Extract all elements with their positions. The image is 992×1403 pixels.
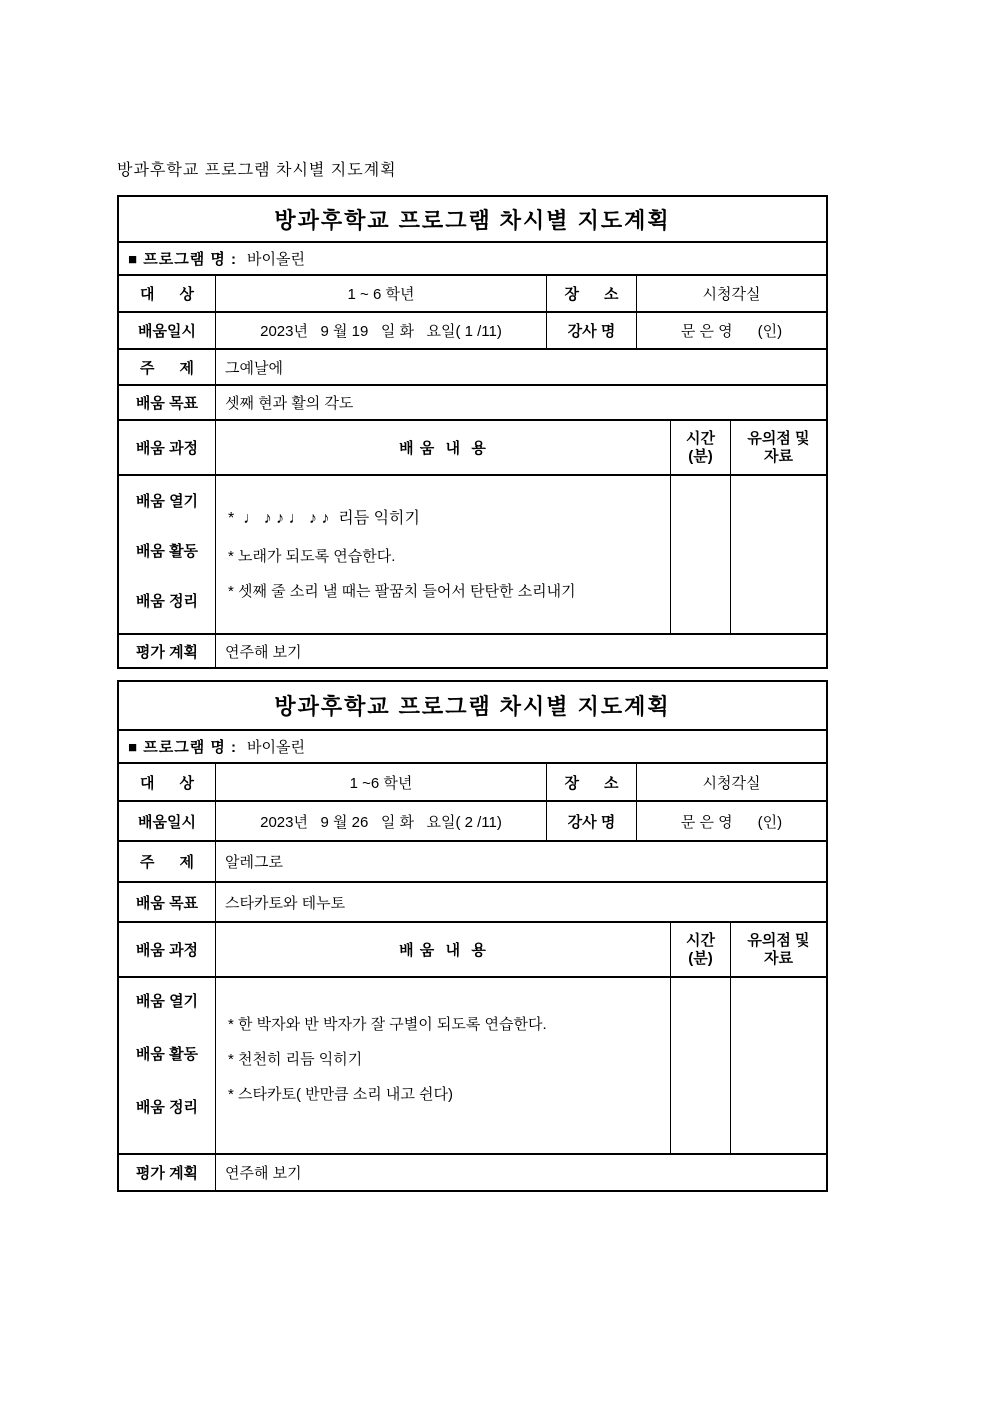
- datetime-label: 배움일시: [138, 813, 196, 831]
- subject-row: [119, 840, 826, 881]
- process-header-label: 배움 과정: [135, 942, 199, 959]
- process-header-row: [119, 419, 826, 474]
- lesson-content-row: [119, 976, 826, 1153]
- lesson-content: [215, 978, 670, 1153]
- lesson-content: [215, 476, 670, 633]
- lesson-content-row: [119, 474, 826, 633]
- stage-activity-label: 배움 활동: [135, 543, 199, 560]
- program-name-value: 바이올린: [247, 251, 305, 268]
- instructor-label: 강사 명: [546, 313, 636, 348]
- process-header-row: [119, 921, 826, 976]
- content-header-label: 배 움 내 용: [215, 923, 670, 976]
- target-place-row: [119, 274, 826, 311]
- time-header-label: 시간 (분): [670, 421, 730, 474]
- stage-wrapup-label: 배움 정리: [135, 1099, 199, 1116]
- place-label: 장 소: [546, 764, 636, 800]
- evaluation-label: 평가 계획: [135, 1165, 199, 1182]
- place-value: 시청각실: [636, 276, 826, 311]
- evaluation-value: 연주해 보기: [215, 1155, 826, 1190]
- time-value-cell: [670, 476, 730, 633]
- datetime-label: 배움일시: [138, 323, 196, 340]
- datetime-instructor-row: [119, 800, 826, 840]
- content-line-rhythm: * ♩ ♪ ♪ ♩ ♪ ♪ 리듬 익히기: [228, 510, 420, 527]
- evaluation-label: 평가 계획: [135, 643, 199, 661]
- objective-value: 셋째 현과 활의 각도: [215, 386, 826, 419]
- content-line-beat: * 한 박자와 반 박자가 잘 구별이 되도록 연습한다.: [228, 1016, 547, 1033]
- objective-value: 스타카토와 테누토: [215, 883, 826, 921]
- program-name-label: ■ 프로그램 명 :: [128, 251, 238, 268]
- content-header-label: 배 움 내 용: [215, 421, 670, 474]
- datetime-instructor-row: [119, 311, 826, 348]
- stage-open-label: 배움 열기: [135, 493, 199, 510]
- notes-header-label: 유의점 및 자료: [730, 923, 826, 976]
- evaluation-row: [119, 1153, 826, 1190]
- subject-label: 주 제: [140, 359, 194, 377]
- program-name-label: ■ 프로그램 명 :: [128, 739, 238, 756]
- stage-activity-label: 배움 활동: [135, 1046, 199, 1063]
- subject-label: 주 제: [140, 854, 194, 871]
- content-line-staccato: * 스타카토( 반만큼 소리 내고 쉰다): [228, 1086, 454, 1103]
- notes-header-label: 유의점 및 자료: [730, 421, 826, 474]
- subject-value: 알레그로: [215, 842, 826, 881]
- objective-label: 배움 목표: [135, 894, 199, 912]
- process-header-label: 배움 과정: [135, 440, 199, 457]
- objective-row: [119, 881, 826, 921]
- subject-row: [119, 348, 826, 384]
- time-value-cell: [670, 978, 730, 1153]
- time-header-label: 시간 (분): [670, 923, 730, 976]
- evaluation-row: [119, 633, 826, 667]
- subject-value: 그예날에: [215, 350, 826, 384]
- table-title: 방과후학교 프로그램 차시별 지도계획: [274, 694, 671, 719]
- objective-row: [119, 384, 826, 419]
- program-name-value: 바이올린: [247, 739, 305, 756]
- lesson-plan-table-2: [117, 680, 828, 1192]
- table-title: 방과후학교 프로그램 차시별 지도계획: [274, 207, 671, 233]
- stage-labels: [119, 476, 215, 633]
- datetime-value: 2023년 9 월 19 일 화 요일( 1 /11): [215, 313, 546, 348]
- objective-label: 배움 목표: [135, 395, 199, 412]
- datetime-value: 2023년 9 월 26 일 화 요일( 2 /11): [215, 802, 546, 840]
- notes-value-cell: [730, 476, 826, 633]
- document-heading: 방과후학교 프로그램 차시별 지도계획: [117, 162, 397, 179]
- program-name-row: [119, 241, 826, 274]
- target-label: 대 상: [140, 774, 194, 792]
- content-line-tip: * 셋째 줄 소리 낼 때는 팔꿈치 들어서 탄탄한 소리내기: [228, 583, 576, 600]
- target-value: 1 ~ 6 학년: [215, 276, 546, 311]
- instructor-label: 강사 명: [546, 802, 636, 840]
- target-label: 대 상: [140, 286, 194, 303]
- program-name-row: [119, 729, 826, 762]
- place-value: 시청각실: [636, 764, 826, 800]
- content-line-rhythm: * 천천히 리듬 익히기: [228, 1051, 363, 1068]
- evaluation-value: 연주해 보기: [215, 635, 826, 667]
- instructor-value: 문 은 영 (인): [636, 313, 826, 348]
- stage-open-label: 배움 열기: [135, 993, 199, 1010]
- lesson-plan-table-1: [117, 195, 828, 669]
- notes-value-cell: [730, 978, 826, 1153]
- stage-wrapup-label: 배움 정리: [135, 593, 199, 610]
- stage-labels: [119, 978, 215, 1153]
- target-value: 1 ~6 학년: [215, 764, 546, 800]
- content-line-practice: * 노래가 되도록 연습한다.: [228, 548, 396, 565]
- target-place-row: [119, 762, 826, 800]
- instructor-value: 문 은 영 (인): [636, 802, 826, 840]
- place-label: 장 소: [546, 276, 636, 311]
